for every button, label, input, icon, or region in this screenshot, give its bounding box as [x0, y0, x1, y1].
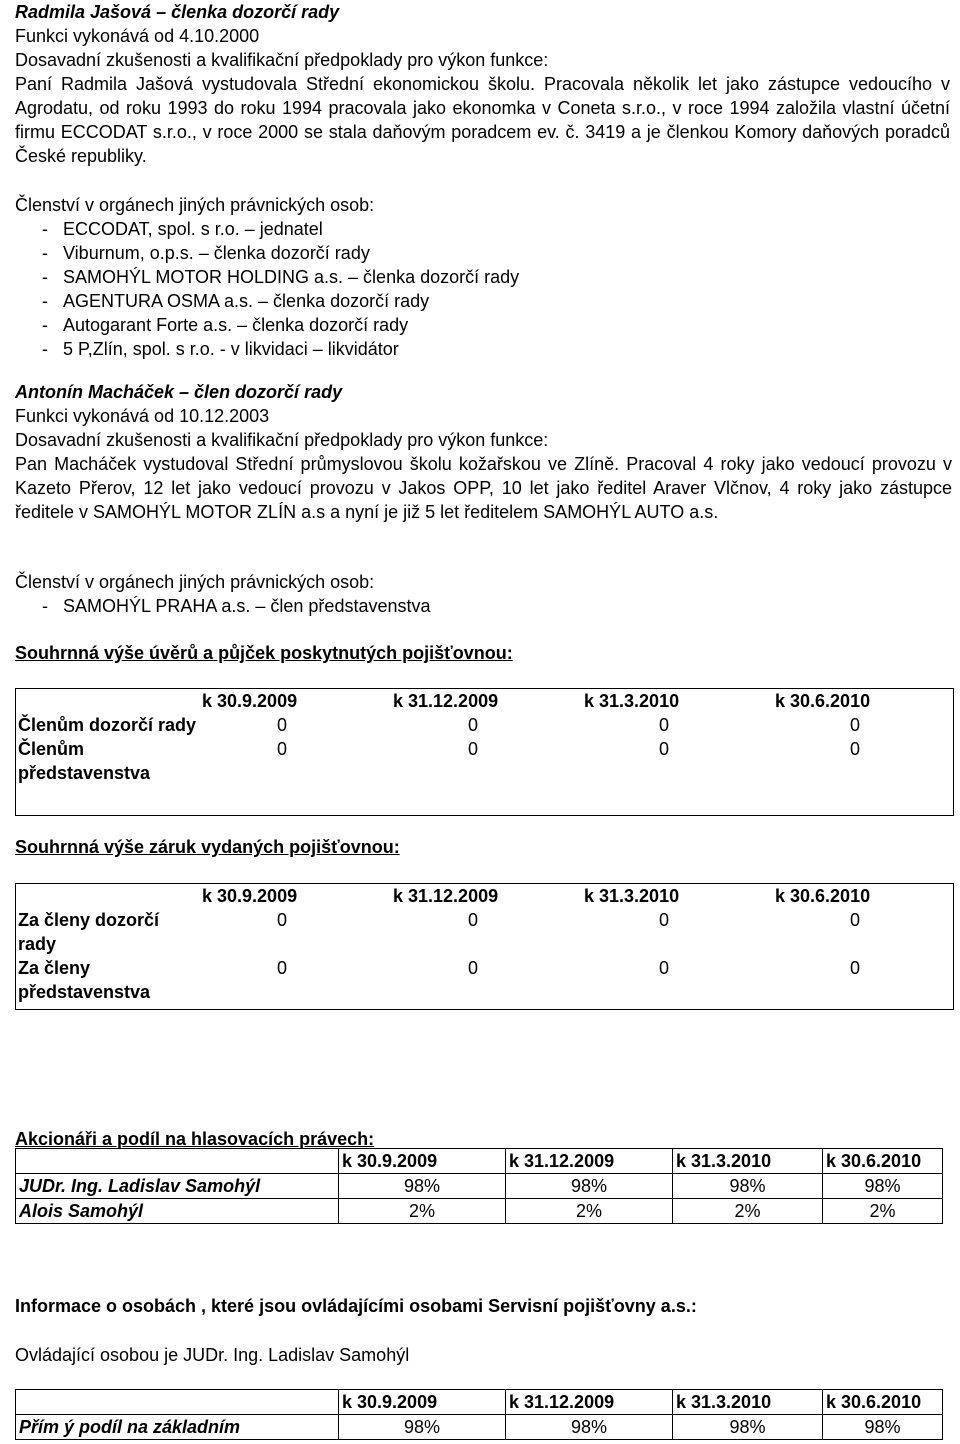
row-label: Členům dozorčí rady: [18, 715, 197, 735]
row-label: Členům představenstva: [18, 739, 151, 783]
table-header: k 30.9.2009: [202, 886, 298, 906]
table-cell: 0: [659, 910, 670, 930]
table-row: [16, 1415, 943, 1440]
person2-bio: Pan Macháček vystudoval Střední průmyslovou školu kožařskou ve Zlíně. Pracoval 4 roky jako vedoucí provozu v Kazeto Přerov, 12 let jako vedoucí provozu v Jakos OPP, 10 let jako ředitel Araver Vlčnov, 4 roky jako zástupce ředitele v SAMOHÝL MOTOR ZLÍN a.s a nyní je již 5 let ředitelem SAMOHÝL AUTO a.s.: [15, 454, 952, 522]
table-cell: 0: [659, 958, 670, 978]
table-header: k 31.3.2010: [673, 1149, 823, 1174]
table-header: k 30.9.2009: [339, 1390, 506, 1415]
shareholders-heading: Akcionáři a podíl na hlasovacích právech:: [15, 1129, 375, 1149]
table-cell: 98%: [506, 1174, 673, 1199]
loans-heading: Souhrnná výše úvěrů a půjček poskytnutých pojišťovnou:: [15, 643, 513, 663]
table-cell: 0: [277, 715, 288, 735]
list-item: -SAMOHÝL PRAHA a.s. – člen představenstva: [15, 594, 431, 618]
table-row: [15, 689, 925, 713]
row-label: Přím ý podíl na základním: [16, 1415, 339, 1440]
person2-heading: Antonín Macháček – člen dozorčí rady: [15, 382, 343, 402]
person1-bio: Paní Radmila Jašová vystudovala Střední ekonomickou školu. Pracovala několik let jako zástupce vedoucího v Agrodatu, od roku 1993 do roku 1994 pracovala jako ekonomka v Coneta s.r.o., v roce 1994 založila vlastní účetní firmu ECCODAT s.r.o., v roce 2000 se stala daňovým poradcem ev. č. 3419 a je členkou Komory daňových poradců České republiky.: [15, 74, 950, 166]
row-label: Alois Samohýl: [16, 1199, 339, 1224]
table-header: k 30.6.2010: [775, 886, 871, 906]
person1-exp-label: Dosavadní zkušenosti a kvalifikační předpoklady pro výkon funkce:: [15, 50, 549, 70]
table-header: k 31.3.2010: [673, 1390, 823, 1415]
table-header: k 30.6.2010: [823, 1149, 943, 1174]
person2-membership-list: [15, 594, 431, 618]
table-header: k 31.3.2010: [584, 691, 680, 711]
list-item: -5 P,Zlín, spol. s r.o. - v likvidaci – likvidátor: [15, 337, 519, 361]
table-cell: 98%: [673, 1415, 823, 1440]
table-cell: 0: [850, 958, 861, 978]
table-cell: 0: [277, 739, 288, 759]
table-cell: 0: [659, 739, 670, 759]
table-cell: 0: [659, 715, 670, 735]
guarantees-table-frame: [15, 883, 954, 1010]
table-cell: 0: [277, 958, 288, 978]
table-header: k 30.9.2009: [202, 691, 298, 711]
table-row: [16, 1174, 943, 1199]
table-header: k 31.12.2009: [393, 886, 499, 906]
table-header: k 30.9.2009: [339, 1149, 506, 1174]
table-cell: 0: [468, 739, 479, 759]
table-cell: 98%: [339, 1415, 506, 1440]
table-header: k 30.6.2010: [823, 1390, 943, 1415]
controlling-text: Ovládající osobou je JUDr. Ing. Ladislav Samohýl: [15, 1345, 410, 1365]
row-label: Za členy představenstva: [18, 958, 151, 1002]
list-item: -Autogarant Forte a.s. – členka dozorčí rady: [15, 313, 519, 337]
table-row: [16, 1149, 943, 1174]
person2-since: Funkci vykonává od 10.12.2003: [15, 406, 270, 426]
table-row: [15, 908, 925, 956]
list-item: -SAMOHÝL MOTOR HOLDING a.s. – členka dozorčí rady: [15, 265, 519, 289]
person2-membership-label: Členství v orgánech jiných právnických osob:: [15, 572, 375, 592]
person1-membership-list: [15, 217, 519, 361]
table-row: [15, 713, 925, 737]
table-header: k 31.12.2009: [393, 691, 499, 711]
table-cell: 98%: [506, 1415, 673, 1440]
loans-table: [15, 689, 925, 785]
guarantees-heading: Souhrnná výše záruk vydaných pojišťovnou:: [15, 837, 400, 857]
table-cell: 0: [850, 910, 861, 930]
list-item: -Viburnum, o.p.s. – členka dozorčí rady: [15, 241, 519, 265]
table-cell: 0: [468, 910, 479, 930]
row-label: JUDr. Ing. Ladislav Samohýl: [16, 1174, 339, 1199]
table-cell: 0: [850, 739, 861, 759]
table-cell: 2%: [673, 1199, 823, 1224]
table-row: [16, 1199, 943, 1224]
table-cell: 2%: [339, 1199, 506, 1224]
person2-exp-label: Dosavadní zkušenosti a kvalifikační předpoklady pro výkon funkce:: [15, 430, 549, 450]
controlling-table: [15, 1389, 943, 1440]
person1-since: Funkci vykonává od 4.10.2000: [15, 26, 260, 46]
row-label: Za členy dozorčí rady: [18, 910, 160, 954]
table-row: [15, 956, 925, 1004]
person1-heading: Radmila Jašová – členka dozorčí rady: [15, 2, 340, 22]
person1-membership-label: Členství v orgánech jiných právnických osob:: [15, 195, 375, 215]
shareholders-table: [15, 1148, 943, 1224]
table-cell: 0: [468, 715, 479, 735]
table-header: k 30.6.2010: [775, 691, 871, 711]
table-cell: 98%: [339, 1174, 506, 1199]
table-row: [15, 884, 925, 908]
table-cell: 98%: [823, 1174, 943, 1199]
list-item: -AGENTURA OSMA a.s. – členka dozorčí rady: [15, 289, 519, 313]
table-header: k 31.12.2009: [506, 1149, 673, 1174]
table-cell: 0: [468, 958, 479, 978]
guarantees-table: [15, 884, 925, 1004]
table-cell: 98%: [823, 1415, 943, 1440]
list-item: -ECCODAT, spol. s r.o. – jednatel: [15, 217, 519, 241]
table-cell: 98%: [673, 1174, 823, 1199]
controlling-heading: Informace o osobách , které jsou ovládajícími osobami Servisní pojišťovny a.s.:: [15, 1296, 697, 1316]
loans-table-frame: [15, 688, 954, 816]
table-row: [15, 737, 925, 785]
table-header: k 31.3.2010: [584, 886, 680, 906]
table-cell: 2%: [823, 1199, 943, 1224]
table-cell: 2%: [506, 1199, 673, 1224]
table-header: k 31.12.2009: [506, 1390, 673, 1415]
table-cell: 0: [277, 910, 288, 930]
table-row: [16, 1390, 943, 1415]
table-cell: 0: [850, 715, 861, 735]
